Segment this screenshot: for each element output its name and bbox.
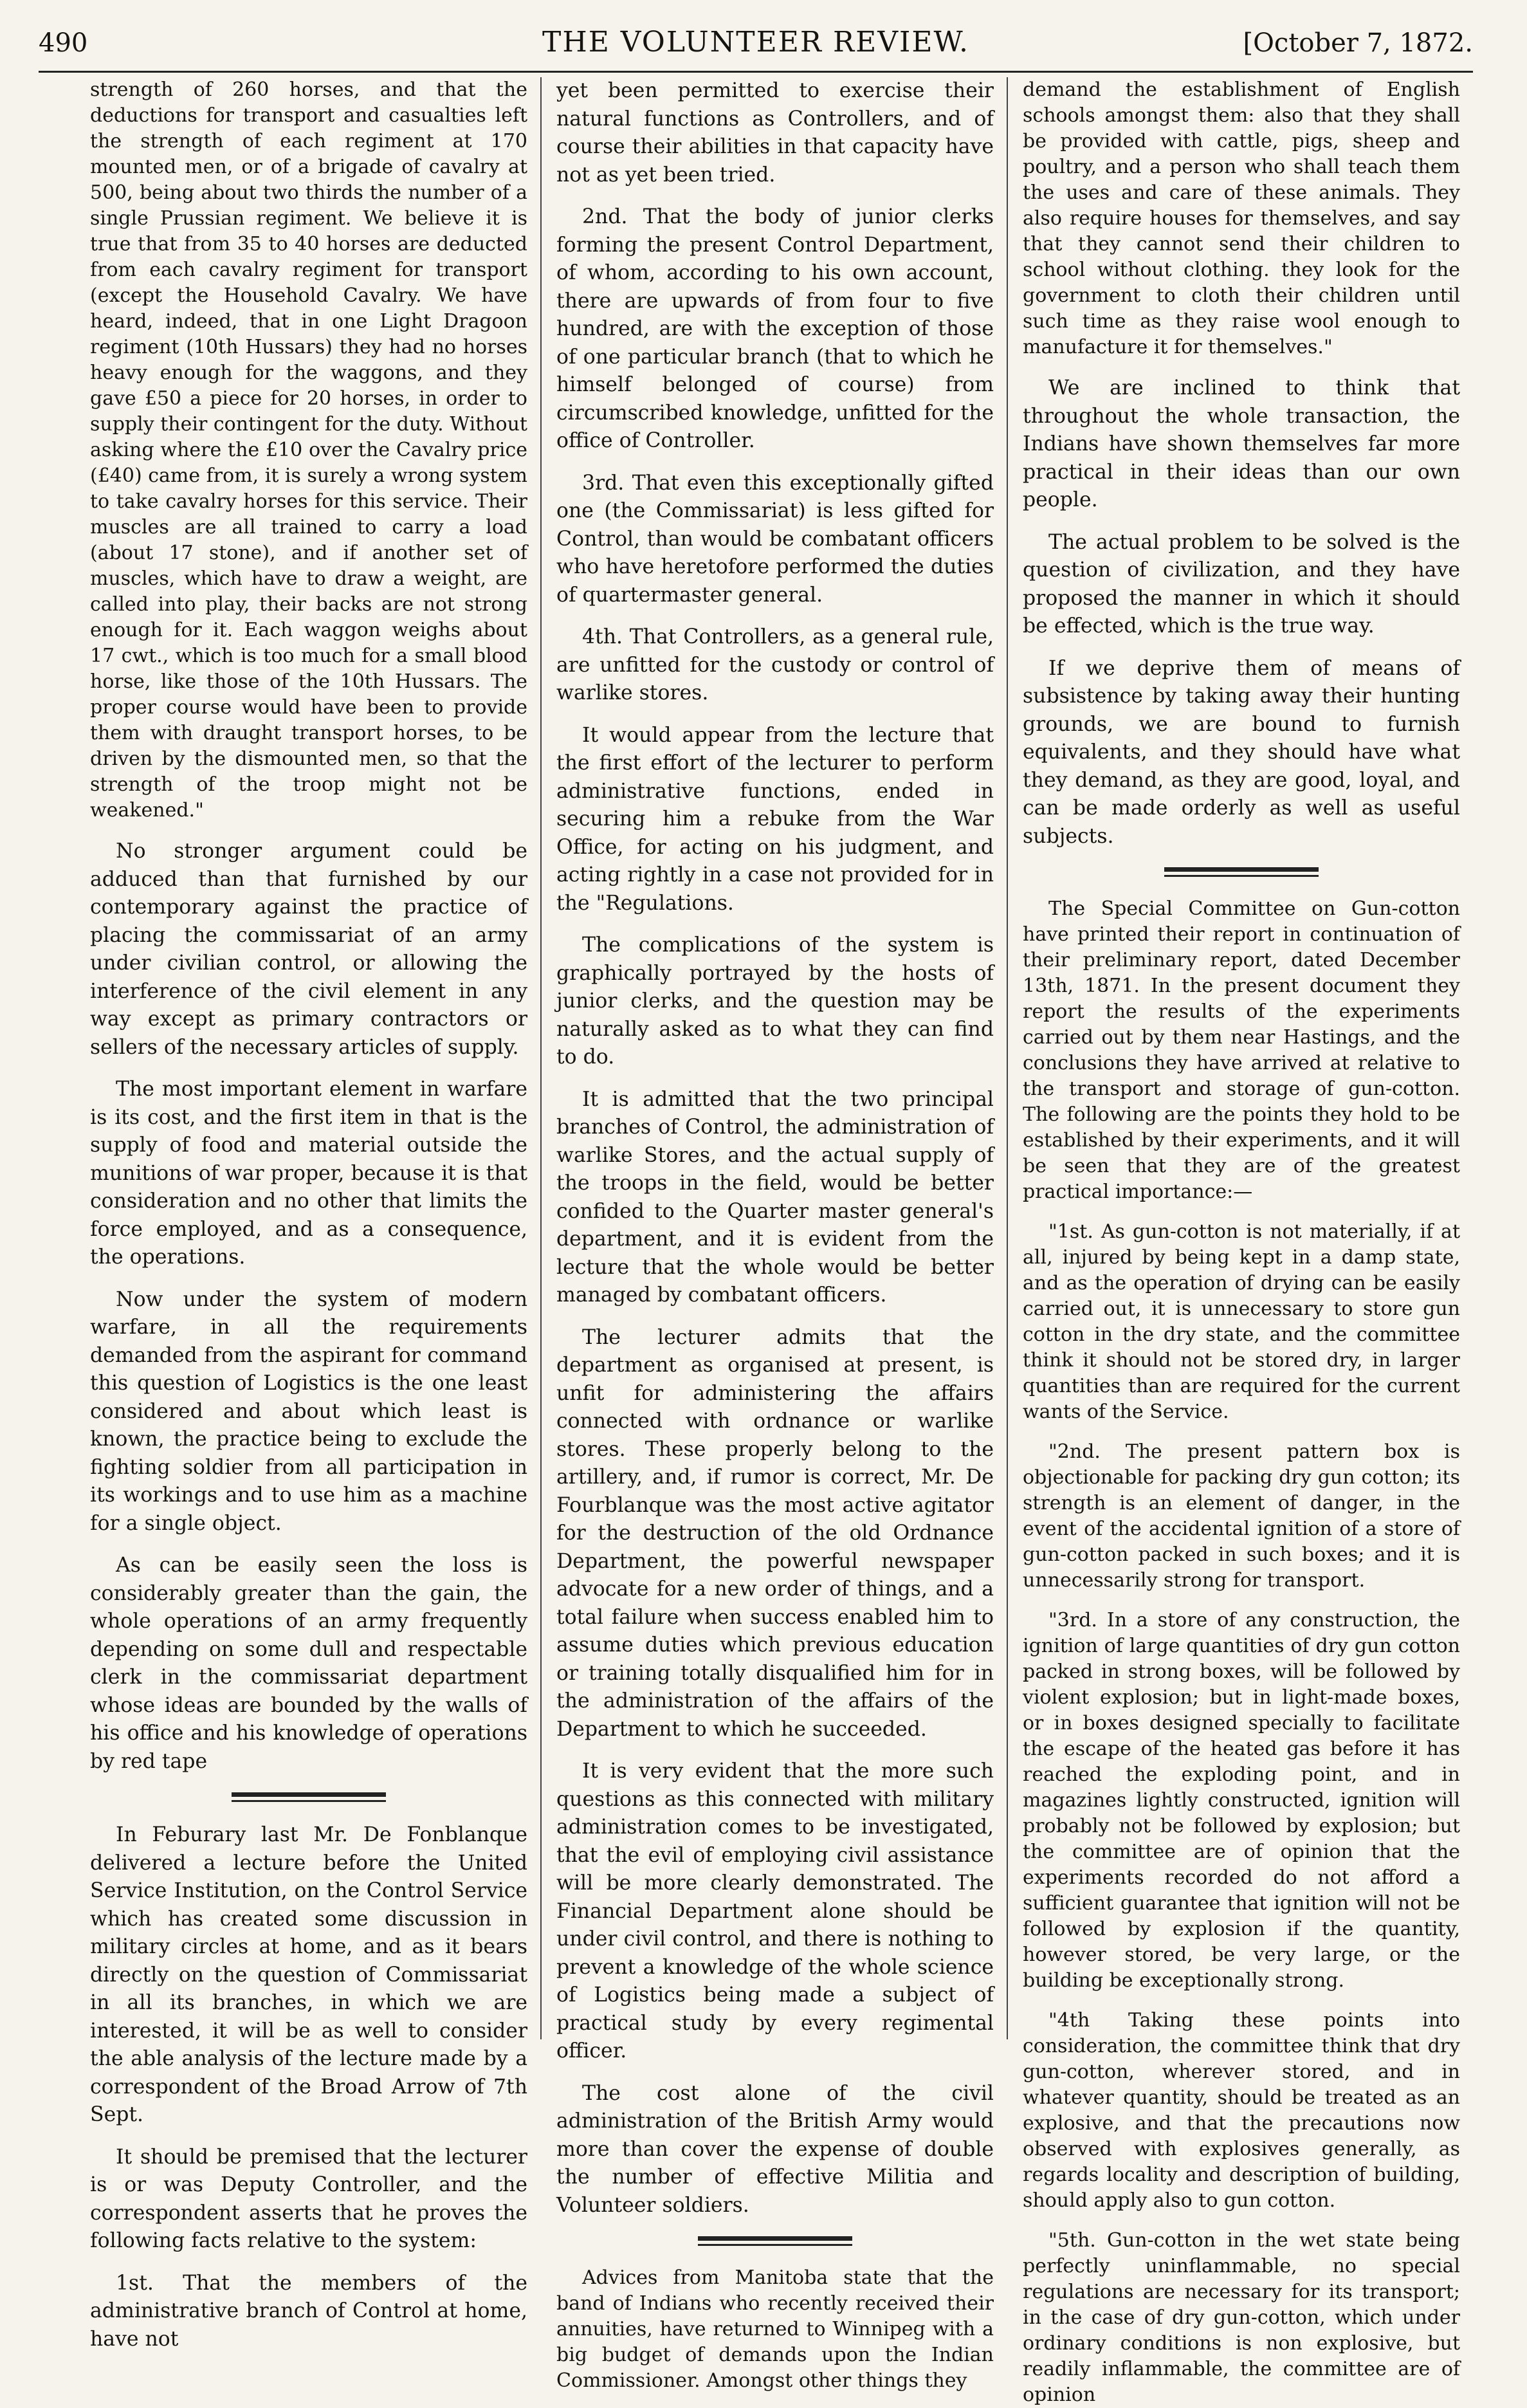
article-paragraph: The lecturer admits that the department as organised at present, is unfit for administering the affairs connected with ordnance or warlike stores. These properly belong to the artillery, and, if rumor is correct, Mr. De Fourblanque was the most active agitator for the destruction of the old Ordnance Department, the powerful newspaper advocate for a new order of things, and a total failure when success enabled him to assume duties which previous education or training totally disqualified him for in the administration of the affairs of the Department to which he succeeded. (556, 1325, 994, 1741)
column-1 (90, 77, 527, 2351)
article-paragraph: "1st. As gun-cotton is not materially, if at all, injured by being kept in a damp state, and as the operation of drying can be easily carried out, it is unnecessary to store gun cotton in the dry state, and the committee think it should not be stored dry, in larger quantities than are required for the current wants of the Service. (1023, 1220, 1460, 1423)
article-paragraph: The most important element in warfare is its cost, and the first item in that is the supply of food and material outside the munitions of war proper, because it is that consideration and no other that limits the force employed, and as a consequence, the operations. (90, 1078, 527, 1269)
article-paragraph: The Special Committee on Gun-cotton have printed their report in continuation of their preliminary report, dated December 13th, 1871. In the present document they report the results of the experiments carried out by them near Hastings, and the conclusions they have arrived at relative to the transport and storage of gun-cotton. The following are the points they hold to be established by their experiments, and it will be seen that they are of the greatest practical importance:— (1023, 897, 1460, 1203)
article-paragraph: If we deprive them of means of subsistence by taking away their hunting grounds, we are bound to furnish equivalents, and they should have what they demand, as they are good, loyal, and can be made orderly as well as useful subjects. (1023, 656, 1460, 848)
article-paragraph: It is very evident that the more such questions as this connected with military administration comes to be investigated, that the evil of employing civil assistance will be more clearly demonstrated. The Financial Department alone should be under civil control, and there is nothing to prevent a knowledge of the whole science of Logistics being made a subject of practical study by every regimental officer. (556, 1760, 994, 2063)
article-paragraph: It should be premised that the lecturer is or was Deputy Controller, and the correspondent asserts that he proves the following facts relative to the system: (90, 2145, 527, 2252)
article-paragraph: "3rd. In a store of any construction, the ignition of large quantities of dry gun cotton packed in strong boxes, will be followed by violent explosion; but in light-made boxes, or in boxes designed specially to facilitate the escape of the heated gas before it has reached the exploding point, and in magazines lightly constructed, ignition will probably not be followed by explosion; but the committee are of opinion that the experiments recorded do not afford a sufficient guarantee that ignition will not be followed by explosion if the quantity, however stored, be very large, or the building be exceptionally strong. (1023, 1609, 1460, 1992)
article-paragraph: Now under the system of modern warfare, in all the requirements demanded from the aspirant for command this question of Logistics is the one least considered and about which least is known, the practice being to exclude the fighting soldier from all participation in its workings and to use him as a machine for a single object. (90, 1287, 527, 1535)
article-paragraph: "4th Taking these points into consideration, the committee think that dry gun-cotton, wherever stored, and in whatever quantity, should be treated as an explosive, and that the precautions now observed with explosives generally, as regards locality and description of building, should apply also to gun cotton. (1023, 2009, 1460, 2212)
article-paragraph: "5th. Gun-cotton in the wet state being perfectly uninflammable, no special regulations are necessary for its transport; in the case of dry gun-cotton, which under ordinary conditions is non explosive, but readily inflammable, the committee are of opinion (1023, 2229, 1460, 2406)
article-paragraph: As can be easily seen the loss is considerably greater than the gain, the whole operations of an army frequently depending on some dull and respectable clerk in the commissariat department whose ideas are bounded by the walls of his office and his knowledge of operations by red tape (90, 1554, 527, 1773)
article-paragraph: It is admitted that the two principal branches of Control, the administration of warlike Stores, and the actual supply of the troops in the field, would be better confided to the Quarter master general's department, and it is evident from the lecture that the whole would be better managed by combatant officers. (556, 1087, 994, 1307)
article-divider (698, 2236, 852, 2246)
article-paragraph: The cost alone of the civil administration of the British Army would more than cover the expense of double the number of effective Militia and Volunteer soldiers. (556, 2081, 994, 2217)
article-paragraph: No stronger argument could be adduced than that furnished by our contemporary against the practice of placing the commissariat of an army under civilian control, or allowing the interference of the civil element in any way except as primary contractors or sellers of the necessary articles of supply. (90, 840, 527, 1059)
article-paragraph: Advices from Manitoba state that the band of Indians who recently received their annuities, have returned to Winnipeg with a big budget of demands upon the Indian Commissioner. Amongst other things they (556, 2266, 994, 2392)
article-paragraph: yet been permitted to exercise their natural functions as Controllers, and of course their abilities in that capacity have not as yet been tried. (556, 79, 994, 187)
article-paragraph: The complications of the system is graphically portrayed by the hosts of junior clerks, and the question may be naturally asked as to what they can find to do. (556, 933, 994, 1069)
article-paragraph: 2nd. That the body of junior clerks forming the present Control Department, of whom, according to his own account, there are upwards of from four to five hundred, are with the exception of those of one particular branch (that to which he himself belonged of course) from circumscribed knowledge, unfitted for the office of Controller. (556, 205, 994, 452)
article-paragraph: In Feburary last Mr. De Fonblanque delivered a lecture before the United Service Institution, on the Control Service which has created some discussion in military circles at home, and as it bears directly on the question of Commissariat in all its branches, in which we are interested, it will be as well to consider the able analysis of the lecture made by a correspondent of the Broad Arrow of 7th Sept. (90, 1823, 527, 2126)
article-paragraph: demand the establishment of English schools amongst them: also that they shall be provided with cattle, pigs, sheep and poultry, and a person who shall teach them the uses and care of these animals. They also require houses for themselves, and say that they cannot send their children to school without clothing. they look for the government to cloth their children until such time as they raise wool enough to manufacture it for themselves." (1023, 78, 1460, 358)
issue-date: [October 7, 1872. (1243, 28, 1473, 58)
article-paragraph: 4th. That Controllers, as a general rule, are unfitted for the custody or control of warlike stores. (556, 625, 994, 704)
article-paragraph: 1st. That the members of the administrative branch of Control at home, have not (90, 2271, 527, 2351)
column-rule (1007, 77, 1008, 2039)
page-number: 490 (39, 28, 88, 58)
page-header (39, 26, 1473, 73)
article-paragraph: "2nd. The present pattern box is objectionable for packing dry gun cotton; its strength is an element of danger, in the event of the accidental ignition of a store of gun-cotton packed in such boxes; and it is unnecessarily strong for transport. (1023, 1440, 1460, 1592)
article-paragraph: strength of 260 horses, and that the deductions for transport and casualties left the strength of each regiment at 170 mounted men, or of a brigade of cavalry at 500, being about two thirds the number of a single Prussian regiment. We believe it is true that from 35 to 40 horses are deducted from each cavalry regiment for transport (except the Household Cavalry. We have heard, indeed, that in one Light Dragoon regiment (10th Hussars) they had no horses heavy enough for the waggons, and they gave £50 a piece for 20 horses, in order to supply their contingent for the duty. Without asking where the £10 over the Cavalry price (£40) came from, it is surely a wrong system to take cavalry horses for this service. Their muscles are all trained to carry a load (about 17 stone), and if another set of muscles, which have to draw a weight, are called into play, their backs are not strong enough for it. Each waggon weighs about 17 cwt., which is too much for a small blood horse, like those of the 10th Hussars. The proper course would have been to provide them with draught transport horses, to be driven by the dismounted men, so that the strength of the troop might not be weakened." (90, 78, 527, 822)
publication-title: THE VOLUNTEER REVIEW. (542, 26, 970, 59)
article-paragraph: The actual problem to be solved is the question of civilization, and they have proposed the manner in which it should be effected, which is the true way. (1023, 530, 1460, 638)
article-divider (1164, 867, 1319, 877)
column-3 (1023, 77, 1460, 2406)
article-paragraph: We are inclined to think that throughout the whole transaction, the Indians have shown themselves far more practical in their ideas than our own people. (1023, 376, 1460, 511)
article-divider (232, 1792, 386, 1802)
article-paragraph: 3rd. That even this exceptionally gifted one (the Commissariat) is less gifted for Control, than would be combatant officers who have heretofore performed the duties of quartermaster general. (556, 471, 994, 607)
column-2 (556, 77, 994, 2392)
column-rule (540, 77, 542, 2039)
article-paragraph: It would appear from the lecture that the first effort of the lecturer to perform administrative functions, ended in securing him a rebuke from the War Office, for acting on his judgment, and acting rightly in a case not provided for in the "Regulations. (556, 723, 994, 915)
